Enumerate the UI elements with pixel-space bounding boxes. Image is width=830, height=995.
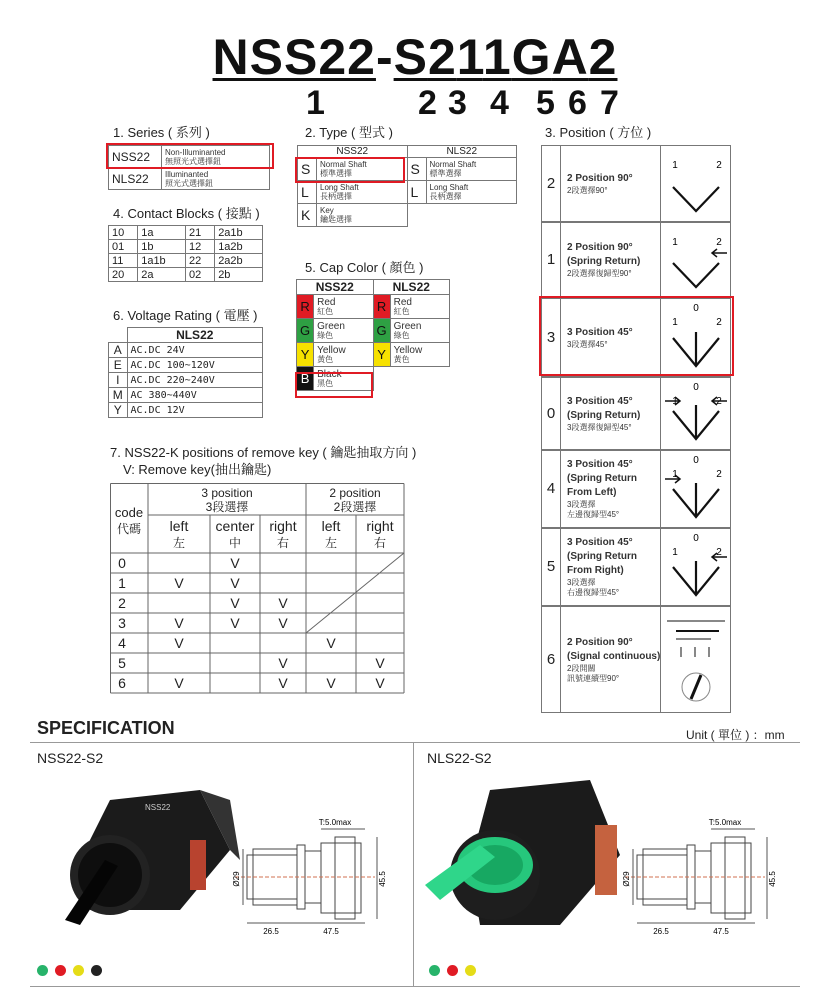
type-code: K bbox=[298, 204, 317, 227]
spec-title: SPECIFICATION bbox=[37, 718, 175, 738]
group-2-position: 2 position bbox=[329, 486, 381, 500]
type-header-a: NSS22 bbox=[298, 146, 408, 158]
remove-key-mark: V bbox=[230, 615, 240, 631]
drawing-part bbox=[335, 837, 355, 919]
remove-key-table bbox=[110, 483, 405, 703]
cap-desc-en: Yellow bbox=[393, 344, 423, 356]
cap-code: R bbox=[297, 295, 314, 319]
type-desc-zh: 鑰匙選擇 bbox=[320, 215, 352, 224]
group-3-position: 3 position bbox=[201, 486, 253, 500]
contact-table bbox=[108, 225, 263, 282]
series-desc-zh: 無照光式選擇鈕 bbox=[165, 156, 221, 166]
group-3-position-zh: 3段選擇 bbox=[205, 500, 249, 514]
position-desc-line: (Spring Return) bbox=[567, 409, 641, 421]
color-dot bbox=[37, 965, 48, 976]
cap-title: 5. Cap Color ( 顏色 ) bbox=[305, 260, 424, 275]
cap-highlight bbox=[295, 368, 373, 398]
diagram-label: 1 bbox=[672, 317, 678, 328]
type-desc-en: Normal Shaft bbox=[320, 160, 367, 169]
position-desc-zh: 3段選擇復歸型45° bbox=[567, 422, 632, 432]
dimension-label: 47.5 bbox=[323, 927, 339, 936]
cap-desc-zh: 黃色 bbox=[317, 354, 334, 364]
contact-cell: 1a bbox=[138, 226, 186, 240]
table-row bbox=[109, 254, 263, 268]
diagram-label: 0 bbox=[693, 533, 699, 544]
position-diagram bbox=[661, 528, 731, 606]
cap-desc-en: Yellow bbox=[317, 344, 346, 356]
col-header-zh: 中 bbox=[228, 536, 242, 550]
dimension-label: T:5.0max bbox=[708, 818, 742, 827]
diagram-label: 1 bbox=[672, 396, 678, 407]
position-desc bbox=[567, 636, 660, 684]
col-header-zh: 左 bbox=[172, 536, 186, 550]
digit-6: 6 bbox=[568, 84, 587, 122]
cap-desc-en: Red bbox=[393, 296, 412, 308]
type-code: S bbox=[407, 158, 426, 181]
model-title bbox=[0, 28, 830, 86]
dimension-label: 45.5 bbox=[768, 871, 777, 887]
nss22-dimension-drawing bbox=[225, 815, 410, 940]
type-desc-zh: 標準選擇 bbox=[320, 169, 352, 178]
contact-cell: 2a1b bbox=[215, 226, 263, 240]
row-code: 4 bbox=[118, 635, 126, 651]
title-part-key: 2 bbox=[588, 29, 618, 85]
title-part-type: S bbox=[393, 29, 428, 85]
spec-right-model: NLS22-S2 bbox=[427, 750, 492, 766]
cap-desc bbox=[390, 343, 449, 367]
position-desc bbox=[567, 458, 637, 520]
table-row bbox=[109, 403, 263, 418]
table-row bbox=[109, 328, 263, 343]
diagram-stroke bbox=[712, 249, 727, 257]
contact-cell: 10 bbox=[109, 226, 138, 240]
voltage-code: Y bbox=[109, 403, 128, 418]
cap-code: Y bbox=[297, 343, 314, 367]
cap-header-b: NLS22 bbox=[373, 280, 450, 295]
title-part-color: G bbox=[511, 29, 552, 85]
position-desc-line: (Spring Return bbox=[567, 551, 637, 562]
position-desc-zh: 3段選擇 bbox=[567, 578, 596, 587]
remove-key-mark: V bbox=[230, 595, 240, 611]
position-desc-line: 2 Position 90° bbox=[567, 242, 633, 253]
remove-key-mark: V bbox=[375, 655, 385, 671]
cap-code: B bbox=[297, 367, 314, 391]
cap-desc-en: Green bbox=[393, 320, 422, 332]
diagram-label: 1 bbox=[672, 237, 678, 248]
type-desc-en: Long Shaft bbox=[429, 183, 469, 192]
title-part-series: NSS22 bbox=[212, 29, 376, 85]
contact-cell: 1a2b bbox=[215, 240, 263, 254]
table-row bbox=[109, 168, 270, 190]
voltage-value: AC.DC 220~240V bbox=[127, 373, 263, 388]
cap-desc-zh: 黃色 bbox=[393, 354, 410, 364]
nls22-product-photo bbox=[420, 775, 630, 935]
diagram-stroke bbox=[673, 561, 719, 595]
series-title: 1. Series ( 系列 ) bbox=[113, 125, 210, 140]
group-2-position-zh: 2段選擇 bbox=[333, 500, 377, 514]
type-desc bbox=[426, 181, 517, 204]
title-part-contact-2: 1 bbox=[482, 29, 512, 85]
position-code: 2 bbox=[546, 174, 556, 192]
contact-cell: 01 bbox=[109, 240, 138, 254]
position-desc-line: 2 Position 90° bbox=[567, 636, 633, 648]
series-highlight bbox=[106, 143, 274, 169]
position-diagram bbox=[661, 606, 731, 713]
col-header-zh: 右 bbox=[276, 536, 290, 550]
contact-cell: 22 bbox=[185, 254, 214, 268]
type-code: S bbox=[298, 158, 317, 181]
spec-left-model: NSS22-S2 bbox=[37, 750, 104, 766]
cap-desc bbox=[390, 319, 449, 343]
position-diagram bbox=[661, 145, 731, 222]
table-row bbox=[109, 226, 263, 240]
col-header: left bbox=[169, 518, 189, 534]
position-desc-line: 3 Position 45° bbox=[567, 326, 633, 338]
remove-key-subtitle: V: Remove key(抽出鑰匙) bbox=[123, 462, 272, 477]
dimension-label: Ø29 bbox=[622, 871, 631, 887]
series-code: NSS22 bbox=[109, 146, 162, 168]
type-desc bbox=[426, 158, 517, 181]
digit-2: 2 bbox=[418, 84, 437, 122]
contact-cell: 12 bbox=[185, 240, 214, 254]
position-desc-line: 3 Position 45° bbox=[567, 395, 633, 407]
position-desc bbox=[567, 172, 633, 196]
position-code: 0 bbox=[546, 404, 556, 422]
table-row bbox=[298, 204, 517, 227]
series-desc-en: Non-Illuminanted bbox=[165, 147, 226, 157]
position-desc-zh: 2段選擇90° bbox=[567, 185, 608, 195]
cap-desc-zh: 綠色 bbox=[317, 330, 334, 340]
cap-header-a: NSS22 bbox=[297, 280, 374, 295]
voltage-code: I bbox=[109, 373, 128, 388]
spec-vertical-divider bbox=[413, 742, 414, 987]
contact-cell: 2a bbox=[138, 268, 186, 282]
diagram-label: 2 bbox=[716, 469, 722, 480]
remove-key-mark: V bbox=[375, 675, 385, 691]
diagram-stroke bbox=[673, 187, 719, 211]
voltage-table bbox=[108, 327, 263, 418]
diagram-stroke bbox=[681, 647, 709, 657]
position-desc bbox=[567, 241, 640, 279]
table-row bbox=[109, 358, 263, 373]
cap-desc-zh: 紅色 bbox=[317, 306, 334, 316]
type-desc bbox=[317, 181, 408, 204]
table-row bbox=[297, 319, 450, 343]
row-code: 2 bbox=[118, 595, 126, 611]
type-highlight bbox=[295, 157, 405, 183]
diagram-label: 2 bbox=[716, 237, 722, 248]
col-header: center bbox=[215, 518, 255, 534]
cap-desc bbox=[314, 319, 373, 343]
cap-desc-en: Green bbox=[317, 320, 345, 332]
cap-desc-zh: 紅色 bbox=[393, 306, 410, 316]
voltage-value: AC.DC 24V bbox=[127, 343, 263, 358]
diagram-label: 2 bbox=[716, 396, 722, 407]
diagram-label: 0 bbox=[693, 455, 699, 466]
dimension-label: Ø29 bbox=[232, 871, 241, 887]
title-dash: - bbox=[375, 29, 394, 85]
col-header-zh: 右 bbox=[373, 536, 387, 550]
position-title: 3. Position ( 方位 ) bbox=[545, 125, 652, 140]
diagram-stroke bbox=[673, 405, 719, 439]
spec-bottom-divider bbox=[30, 986, 800, 987]
position-desc bbox=[567, 395, 640, 433]
nss22-product-photo bbox=[50, 780, 240, 930]
remove-key-mark: V bbox=[278, 615, 288, 631]
digit-4: 4 bbox=[490, 84, 509, 122]
cap-desc bbox=[390, 295, 449, 319]
series-code: NLS22 bbox=[109, 168, 162, 190]
table-row bbox=[109, 268, 263, 282]
remove-key-mark: V bbox=[230, 575, 240, 591]
col-header: left bbox=[321, 518, 341, 534]
col-header: right bbox=[269, 518, 297, 534]
position-desc-line: 2 Position 90° bbox=[567, 172, 633, 184]
col-header: right bbox=[366, 518, 394, 534]
row-code: 6 bbox=[118, 675, 126, 691]
cap-desc-en: Red bbox=[317, 296, 336, 308]
remove-key-mark: V bbox=[278, 655, 288, 671]
color-dot bbox=[465, 965, 476, 976]
type-desc-zh: 標準選擇 bbox=[429, 169, 462, 178]
dimension-label: 26.5 bbox=[653, 927, 669, 936]
remove-key-mark: V bbox=[278, 675, 288, 691]
col-header-zh: 左 bbox=[324, 536, 338, 550]
voltage-code: M bbox=[109, 388, 128, 403]
title-part-position: 2 bbox=[427, 29, 457, 85]
position-desc-zh: 左邊復歸型45° bbox=[567, 510, 620, 519]
table-row bbox=[297, 280, 450, 295]
contact-cell: 2b bbox=[215, 268, 263, 282]
diagram-label: 0 bbox=[693, 303, 699, 314]
position-desc-line: (Spring Return bbox=[567, 473, 637, 484]
remove-key-mark: V bbox=[174, 615, 184, 631]
position-diagram bbox=[661, 222, 731, 298]
type-code: L bbox=[298, 181, 317, 204]
row-code: 1 bbox=[118, 575, 126, 591]
title-part-contact-1: 1 bbox=[456, 29, 483, 85]
position-desc-zh: 3段選擇45° bbox=[567, 339, 608, 349]
contact-cell: 1a1b bbox=[138, 254, 186, 268]
type-desc-en: Normal Shaft bbox=[429, 160, 477, 169]
position-desc-zh: 右邊復歸型45° bbox=[567, 588, 620, 597]
dimension-label: T:5.0max bbox=[318, 818, 352, 827]
color-dot bbox=[91, 965, 102, 976]
code-label: code bbox=[114, 505, 144, 520]
contact-title: 4. Contact Blocks ( 接點 ) bbox=[113, 206, 260, 221]
voltage-value: AC 380~440V bbox=[127, 388, 263, 403]
position-desc-zh: 3段選擇 bbox=[567, 500, 596, 509]
table-row bbox=[109, 240, 263, 254]
voltage-value: AC.DC 100~120V bbox=[127, 358, 263, 373]
diagram-label: 2 bbox=[716, 317, 722, 328]
contact-cell: 21 bbox=[185, 226, 214, 240]
diagram-stroke bbox=[691, 675, 701, 699]
row-code: 5 bbox=[118, 655, 126, 671]
color-dot bbox=[447, 965, 458, 976]
table-row bbox=[109, 343, 263, 358]
position-diagram bbox=[661, 377, 731, 450]
contact-cell: 11 bbox=[109, 254, 138, 268]
series-desc-en: Illuminanted bbox=[165, 169, 209, 179]
contact-cell: 1b bbox=[138, 240, 186, 254]
title-part-voltage: A bbox=[551, 29, 589, 85]
spec-divider bbox=[30, 742, 800, 743]
table-row bbox=[297, 343, 450, 367]
position-desc-zh: 訊號連續型90° bbox=[567, 673, 620, 683]
position-desc-zh: 2段選擇復歸型90° bbox=[567, 269, 632, 278]
code-label-zh: 代碼 bbox=[116, 522, 142, 536]
position-code: 5 bbox=[546, 558, 556, 575]
digit-5: 5 bbox=[536, 84, 555, 122]
remove-key-mark: V bbox=[278, 595, 288, 611]
digit-3: 3 bbox=[448, 84, 467, 122]
dimension-label: 47.5 bbox=[713, 927, 729, 936]
svg-text:NSS22: NSS22 bbox=[145, 803, 171, 812]
position-desc-line: (Signal continuous) bbox=[567, 650, 661, 662]
position-code: 6 bbox=[546, 650, 556, 668]
type-desc-en: Long Shaft bbox=[320, 183, 359, 192]
type-code: L bbox=[407, 181, 426, 204]
color-dot bbox=[73, 965, 84, 976]
remove-key-mark: V bbox=[326, 675, 336, 691]
table-row bbox=[109, 388, 263, 403]
position-desc-line: From Right) bbox=[567, 565, 624, 576]
table-row bbox=[109, 373, 263, 388]
type-desc-zh: 長柄選擇 bbox=[320, 192, 352, 201]
diagram-stroke bbox=[673, 483, 719, 517]
table-row bbox=[298, 146, 517, 158]
position-desc bbox=[567, 536, 637, 598]
nls22-dimension-drawing bbox=[615, 815, 800, 940]
color-dot bbox=[55, 965, 66, 976]
diagram-label: 1 bbox=[672, 547, 678, 558]
position-desc-line: 3 Position 45° bbox=[567, 459, 633, 470]
position-code: 4 bbox=[546, 480, 556, 497]
cap-desc-en: Black bbox=[317, 368, 342, 380]
remove-key-mark: V bbox=[174, 675, 184, 691]
voltage-code: A bbox=[109, 343, 128, 358]
diagram-label: 2 bbox=[716, 160, 722, 171]
series-desc-zh: 照光式選擇鈕 bbox=[165, 178, 213, 188]
type-desc-en: Key bbox=[320, 206, 334, 215]
position-desc-zh: 2段開關 bbox=[567, 663, 596, 673]
contact-cell: 02 bbox=[185, 268, 214, 282]
cap-desc bbox=[314, 343, 373, 367]
type-header-b: NLS22 bbox=[407, 146, 517, 158]
position-desc-line: 3 Position 45° bbox=[567, 537, 633, 548]
diagram-label: 0 bbox=[693, 382, 699, 393]
diagram-label: 1 bbox=[672, 469, 678, 480]
digit-7: 7 bbox=[600, 84, 619, 122]
position-desc-line: From Left) bbox=[567, 487, 617, 498]
cap-code: G bbox=[373, 319, 390, 343]
table-row bbox=[298, 181, 517, 204]
type-desc-zh: 長柄選擇 bbox=[429, 192, 462, 201]
contact-cell: 2a2b bbox=[215, 254, 263, 268]
position-code: 3 bbox=[546, 328, 556, 346]
dimension-label: 26.5 bbox=[263, 927, 279, 936]
diagram-label: 2 bbox=[716, 547, 722, 558]
cap-desc-zh: 黑色 bbox=[317, 378, 334, 388]
row-code: 3 bbox=[118, 615, 126, 631]
position-desc-line: (Spring Return) bbox=[567, 256, 641, 267]
cap-code: R bbox=[373, 295, 390, 319]
color-dot bbox=[429, 965, 440, 976]
remove-key-mark: V bbox=[174, 575, 184, 591]
position-highlight bbox=[539, 296, 734, 376]
type-desc bbox=[317, 204, 408, 227]
series-desc bbox=[162, 168, 270, 190]
dimension-label: 45.5 bbox=[378, 871, 387, 887]
remove-key-title: 7. NSS22-K positions of remove key ( 鑰匙抽取方向 ) bbox=[110, 445, 417, 460]
diagram-stroke bbox=[673, 263, 719, 287]
remove-key-mark: V bbox=[230, 555, 240, 571]
cap-code: Y bbox=[373, 343, 390, 367]
remove-key-mark: V bbox=[174, 635, 184, 651]
voltage-code: E bbox=[109, 358, 128, 373]
remove-key-mark: V bbox=[326, 635, 336, 651]
contact-cell: 20 bbox=[109, 268, 138, 282]
position-diagram bbox=[661, 450, 731, 528]
row-code: 0 bbox=[118, 555, 126, 571]
drawing-part bbox=[725, 837, 745, 919]
spec-unit: Unit ( 單位 ) ：mm bbox=[686, 728, 785, 742]
position-code: 1 bbox=[546, 251, 556, 268]
digit-1: 1 bbox=[306, 84, 325, 122]
diagram-label: 1 bbox=[672, 160, 678, 171]
voltage-value: AC.DC 12V bbox=[127, 403, 263, 418]
type-title: 2. Type ( 型式 ) bbox=[305, 125, 393, 140]
voltage-header: NLS22 bbox=[127, 328, 263, 343]
table-row bbox=[297, 295, 450, 319]
cap-desc bbox=[314, 295, 373, 319]
voltage-title: 6. Voltage Rating ( 電壓 ) bbox=[113, 308, 258, 323]
cap-code: G bbox=[297, 319, 314, 343]
cap-desc-zh: 綠色 bbox=[393, 330, 410, 340]
